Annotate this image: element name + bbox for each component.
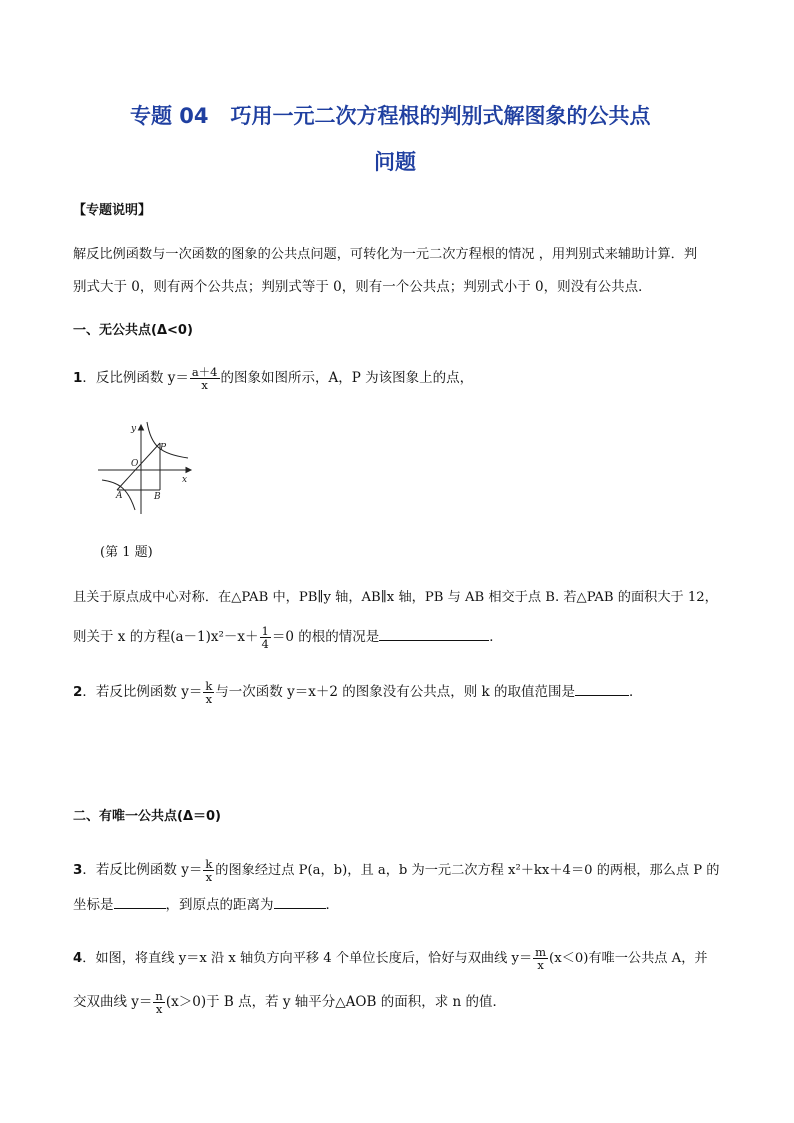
q4-frac-num: m <box>535 945 547 959</box>
q3-fraction <box>203 858 214 883</box>
hyperbola-branch-1 <box>147 422 188 458</box>
q1-fraction <box>190 366 220 391</box>
label-b: B <box>154 492 161 502</box>
answer-blank[interactable] <box>114 896 166 909</box>
q4-frac-den: x <box>537 958 544 972</box>
q1-line3-post: ＝0 的根的情况是 <box>271 629 380 645</box>
q3-post: 的图象经过点 P(a，b)，且 a，b 为一元二次方程 x²＋kx＋4＝0 的两根，那么点 P 的 <box>215 863 720 878</box>
q4-fraction <box>533 946 548 971</box>
answer-blank[interactable] <box>379 628 489 641</box>
q2-frac-num: k <box>205 679 213 693</box>
q1-line3-frac-num: 1 <box>261 624 269 638</box>
question-2 <box>73 680 642 705</box>
q1-line2: 且关于原点成中心对称．在△PAB 中，PB∥y 轴，AB∥x 轴，PB 与 AB 相交于点 B. 若△PAB 的面积大于 12， <box>73 590 718 605</box>
answer-blank[interactable] <box>575 683 629 696</box>
q1-post: 的图象如图所示，A，P 为该图象上的点， <box>220 370 474 386</box>
q1-pre: ．反比例函数 y＝ <box>82 370 189 386</box>
intro-line2: 别式大于 0，则有两个公共点；判别式等于 0，则有一个公共点；判别式小于 0，则没有公共点． <box>73 279 652 295</box>
intro-line1: 解反比例函数与一次函数的图象的公共点问题，可转化为一元二次方程根的情况 ，用判别式来辅助计算．判 <box>73 247 698 262</box>
title-prefix: 专题 04 <box>130 104 209 128</box>
q1-caption: (第 1 题) <box>100 545 153 560</box>
q3-line2 <box>73 896 339 914</box>
y-axis-arrow <box>139 425 144 430</box>
q2-frac-den: x <box>205 692 213 706</box>
page-title-line2: 问题 <box>374 150 416 174</box>
q3-pre: ．若反比例函数 y＝ <box>82 862 203 878</box>
section2-heading: 二、有唯一公共点(Δ＝0) <box>73 809 221 824</box>
q3-frac-den: x <box>205 870 213 884</box>
q1-frac-num: a＋4 <box>191 365 218 379</box>
q1-line3 <box>73 625 503 650</box>
question-number: 4 <box>73 951 83 966</box>
line-ap <box>117 443 160 490</box>
question-number: 1 <box>73 370 83 386</box>
q1-line3-end: ． <box>489 629 503 645</box>
q1-figure <box>94 420 194 516</box>
q2-end: ． <box>628 684 643 700</box>
q2-post: 与一次函数 y＝x＋2 的图象没有公共点，则 k 的取值范围是 <box>215 684 575 700</box>
intro-heading: 【专题说明】 <box>73 203 152 218</box>
answer-blank[interactable] <box>274 896 326 909</box>
q3-line2-mid: ，到原点的距离为 <box>165 897 274 913</box>
q4-post: (x＜0)有唯一公共点 A，并 <box>549 951 708 966</box>
q4-pre: ．如图，将直线 y＝x 沿 x 轴负方向平移 4 个单位长度后，恰好与双曲线 y＝ <box>82 951 533 966</box>
q4-line2-fraction <box>153 990 164 1015</box>
label-x: x <box>182 475 188 485</box>
q1-line3-frac-den: 4 <box>261 637 269 651</box>
section1-heading: 一、无公共点(Δ<0) <box>73 323 193 338</box>
x-axis-arrow <box>186 468 191 473</box>
label-o: O <box>131 459 139 469</box>
q3-line2-pre: 坐标是 <box>73 897 114 913</box>
title-text: 巧用一元二次方程根的判别式解图象的公共点 <box>230 104 651 128</box>
q3-frac-num: k <box>205 857 213 871</box>
question-number: 3 <box>73 862 83 878</box>
q1-line3-pre: 则关于 x 的方程(a－1)x²－x＋ <box>73 629 259 645</box>
q4-line2-frac-den: x <box>155 1002 163 1016</box>
label-p: P <box>160 443 167 453</box>
q2-pre: ．若反比例函数 y＝ <box>82 684 203 700</box>
q4-line2-pre: 交双曲线 y＝ <box>73 994 153 1010</box>
label-y: y <box>131 424 137 434</box>
q4-line2-frac-num: n <box>155 989 163 1003</box>
label-a: A <box>116 491 123 501</box>
q1-line3-fraction <box>260 625 271 650</box>
q4-line2 <box>73 990 506 1015</box>
question-number: 2 <box>73 684 83 700</box>
q4-line2-post: (x＞0)于 B 点，若 y 轴平分△AOB 的面积，求 n 的值． <box>165 994 506 1010</box>
question-1 <box>73 366 473 391</box>
question-3 <box>73 858 719 883</box>
question-4 <box>73 946 708 971</box>
q2-fraction <box>203 680 214 705</box>
q3-line2-end: ． <box>325 897 339 913</box>
q1-frac-den: x <box>201 378 208 392</box>
page-title <box>130 100 650 130</box>
